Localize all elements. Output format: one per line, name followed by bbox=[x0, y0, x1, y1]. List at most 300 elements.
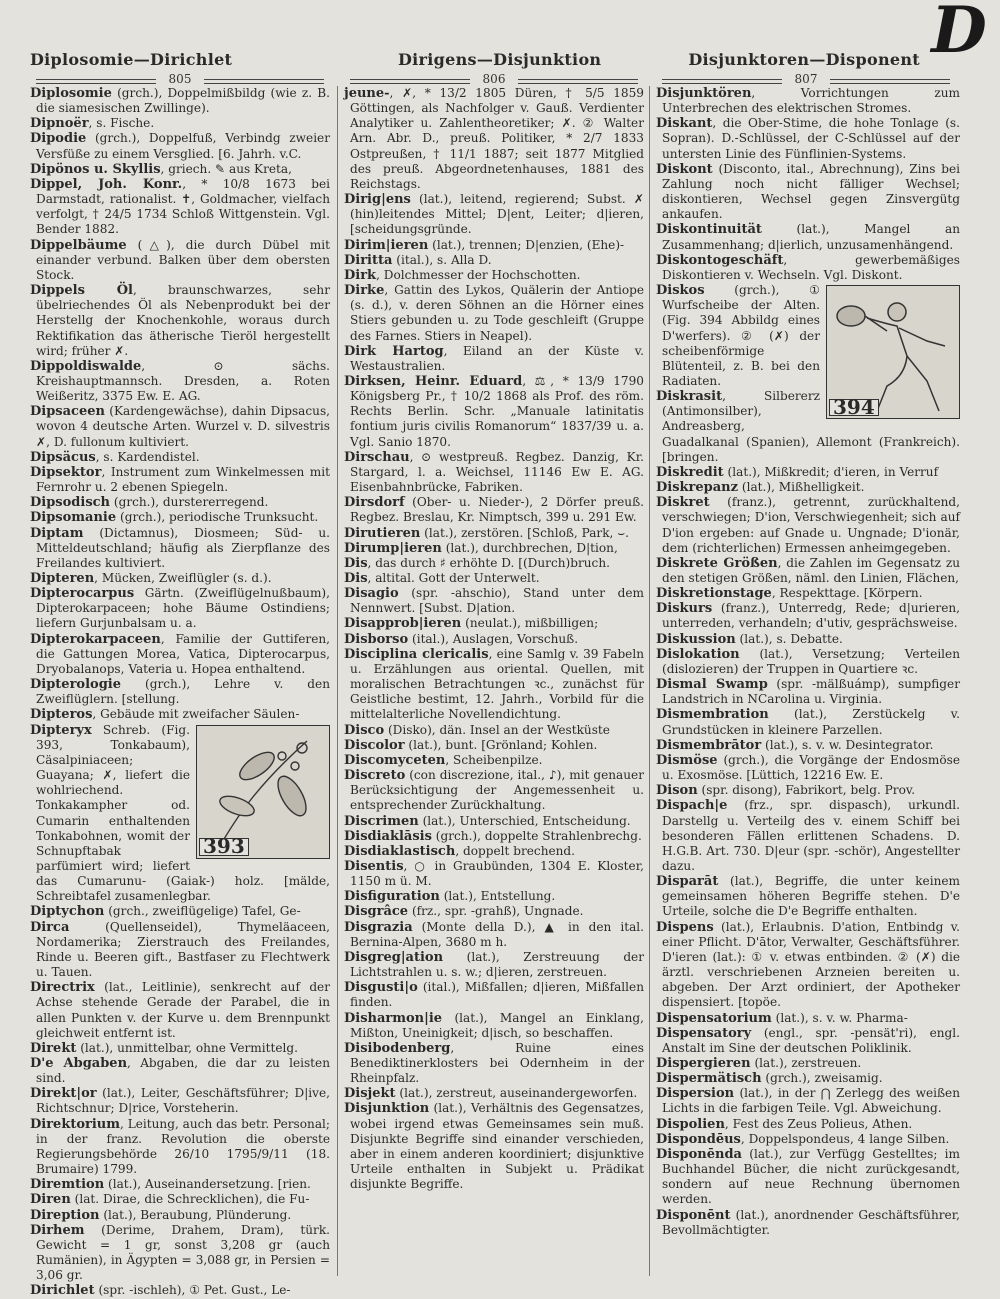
entry-headword: Diptam bbox=[30, 525, 84, 541]
running-head-center: Dirigens—Disjunktion bbox=[398, 50, 602, 69]
column-left bbox=[30, 86, 330, 1299]
dictionary-entry bbox=[344, 344, 644, 374]
dictionary-entry bbox=[344, 556, 644, 571]
entry-definition: , Abgaben, die dar zu leisten sind. bbox=[36, 1056, 330, 1086]
entry-definition: (lat.), Mangel an Einklang, Mißton, Uneinigkeit; d|isch, so beschaffen. bbox=[350, 1010, 644, 1040]
entry-definition: (lat.), zerstreut, auseinandergeworfen. bbox=[395, 1086, 638, 1101]
dictionary-entry bbox=[30, 465, 330, 495]
entry-definition: (lat.), durchbrechen, D|tion, bbox=[441, 540, 618, 555]
entry-definition: , die Zahlen im Gegensatz zu den stetigen Größen, näml. den Linien, Flächen, bbox=[662, 555, 960, 585]
entry-headword: Diritta bbox=[344, 252, 393, 268]
dictionary-entry bbox=[344, 253, 644, 268]
entry-definition: , Doppelspondeus, 4 lange Silben. bbox=[740, 1131, 950, 1146]
dictionary-entry bbox=[30, 283, 330, 359]
entry-definition: (grch.), periodische Trunksucht. bbox=[116, 510, 319, 525]
entry-headword: Dispensatorium bbox=[656, 1010, 772, 1026]
entry-headword: Dirksen, Heinr. Eduard bbox=[344, 373, 523, 389]
entry-headword: Dipsäcus bbox=[30, 449, 96, 465]
entry-definition: (lat.), Begriffe, die unter keinem gemeinsamen höheren Begriffe stehen. D'e Urteile, solche die D'e Begriffe enthalten. bbox=[662, 874, 960, 919]
dictionary-entry bbox=[30, 1056, 330, 1086]
entry-headword: Dismembrātor bbox=[656, 737, 762, 753]
entry-definition: (ital.), Mißfallen; d|ieren, Mißfallen finden. bbox=[350, 980, 644, 1010]
dictionary-entry bbox=[656, 465, 960, 480]
entry-definition: (neulat.), mißbilligen; bbox=[461, 616, 599, 631]
entry-headword: Diskos bbox=[656, 283, 705, 299]
entry-definition: (lat.), anordnender Geschäftsführer, Bevollmächtigter. bbox=[662, 1207, 960, 1237]
entry-headword: Disborso bbox=[344, 631, 409, 647]
dictionary-entry bbox=[30, 1041, 330, 1056]
entry-definition: (lat.), in der ⋂ Zerlegg des weißen Lichts in die farbigen Teile. Vgl. Abweichung. bbox=[662, 1086, 960, 1116]
page-number-806: 806 bbox=[344, 72, 644, 86]
figure-number: 393 bbox=[199, 838, 249, 855]
dictionary-entry bbox=[344, 86, 644, 192]
dictionary-entry bbox=[344, 647, 644, 723]
entry-headword: Dippel, Joh. Konr. bbox=[30, 176, 183, 192]
entry-headword: Diskant bbox=[656, 116, 713, 132]
entry-definition: , die Ober-Stime, die hohe Tonlage (s. Sopran). D.-Schlüssel, der C-Schlüssel auf der untersten Linie des Fünflinien-Systems. bbox=[662, 116, 960, 161]
running-head-right: Disjunktoren—Disponent bbox=[688, 50, 920, 69]
entry-definition: (spr. -ahschio), Stand unter dem Nennwert. [Subst. D|ation. bbox=[350, 586, 644, 616]
entry-definition: Gärtn. (Zweiflügelnußbaum), Dipterokarpaceen; hohe Bäume Ostindiens; liefern Gurjunbalsam u. a. bbox=[36, 586, 330, 631]
entry-headword: Disco bbox=[344, 722, 385, 738]
entry-headword: Dipsodisch bbox=[30, 495, 111, 511]
column-rule bbox=[337, 86, 338, 1276]
thumb-index-letter: D bbox=[931, 0, 987, 68]
entry-definition: , ⚖, * 13/9 1790 Königsberg Pr., † 10/2 1868 als Prof. des röm. Rechts Berlin. Schr. „Manuale latinitatis fontium juris civilis Romanorum“ 1837/39 u. a. Vgl. Sanio 1870. bbox=[350, 373, 644, 449]
entry-definition: (lat.), bunt. [Grönland; Kohlen. bbox=[404, 737, 598, 752]
entry-definition: (grch.), die Vorgänge der Endosmöse u. Exosmöse. [Lüttich, 12216 Ew. E. bbox=[662, 752, 960, 783]
dictionary-entry bbox=[344, 283, 644, 344]
entry-headword: Disparāt bbox=[656, 874, 719, 890]
entry-definition: (Kardengewächse), dahin Dipsacus, wovon 4 deutsche Arten. Wurzel v. D. silvestris ✗, D. fullonum kultiviert. bbox=[36, 404, 330, 449]
dictionary-entry bbox=[30, 1192, 330, 1207]
entry-definition: (lat.), s. v. w. Pharma- bbox=[771, 1010, 908, 1025]
dictionary-entry bbox=[656, 1132, 960, 1147]
entry-headword: Disponēnt bbox=[656, 1207, 731, 1223]
entry-headword: Dirk bbox=[344, 267, 377, 283]
entry-headword: Disdiaklastisch bbox=[344, 843, 456, 859]
entry-definition: (lat.), Verhältnis des Gegensatzes, wobei irgend etwas Gemeinsames sein muß. Disjunkte Begriffe sind einander verschieden, aber in einem anderen koordiniert; disjunktive Urteile enthalten in Subjekt u. Prädikat disjunkte Begriffe. bbox=[350, 1101, 644, 1192]
dictionary-entry bbox=[30, 632, 330, 677]
entry-headword: Diskrepanz bbox=[656, 480, 739, 496]
entry-headword: Dippoldiswalde bbox=[30, 358, 142, 374]
dictionary-entry bbox=[656, 1056, 960, 1071]
entry-headword: Diskrete Größen bbox=[656, 555, 778, 571]
entry-headword: Disgrazia bbox=[344, 919, 413, 935]
entry-definition: (lat.), zerstreuen. bbox=[750, 1056, 862, 1070]
entry-definition: , s. Fische. bbox=[88, 116, 155, 131]
entry-headword: Dipteros bbox=[30, 707, 93, 723]
page-number-805: 805 bbox=[30, 72, 330, 86]
entry-definition: , ⊙ sächs. Kreishauptmannsch. Dresden, a. Roten Weißeritz, 3375 Ew. E. AG. bbox=[36, 358, 330, 404]
dictionary-entry bbox=[656, 738, 960, 753]
dictionary-entry bbox=[30, 707, 330, 722]
dictionary-entry bbox=[344, 738, 644, 753]
dictionary-entry bbox=[344, 632, 644, 647]
figure-number: 394 bbox=[829, 399, 879, 416]
dictionary-entry bbox=[344, 980, 644, 1010]
entry-headword: Dislokation bbox=[656, 646, 740, 662]
entry-definition: (Ober- u. Nieder-), 2 Dörfer preuß. Regbez. Breslau, Kr. Nimptsch, 399 u. 291 Ew. bbox=[350, 495, 644, 525]
entry-definition: (franz.), Unterredg, Rede; d|urieren, unterreden, verhandeln; d'utiv, gesprächsweise. bbox=[662, 601, 960, 631]
entry-headword: Dipsaceen bbox=[30, 404, 105, 420]
dictionary-entry bbox=[344, 920, 644, 950]
dictionary-entry bbox=[344, 904, 644, 919]
entry-definition: (lat.), unmittelbar, ohne Vermittelg. bbox=[76, 1040, 298, 1055]
entry-headword: Direktorium bbox=[30, 1116, 121, 1132]
entry-headword: Dispolien bbox=[656, 1116, 725, 1132]
dictionary-entry bbox=[344, 950, 644, 980]
entry-definition: (lat., Leitlinie), senkrecht auf der Achse stehende Gerade der Parabel, die in allen Punkten v. der Kurve u. dem Brennpunkt gleichweit entfernt ist. bbox=[36, 980, 330, 1040]
entry-headword: Dispersion bbox=[656, 1086, 735, 1102]
entry-definition: (lat.), Zerstückelg v. Grundstücken in kleinere Parzellen. bbox=[662, 707, 960, 737]
running-head-left: Diplosomie—Dirichlet bbox=[30, 50, 233, 69]
dictionary-entry bbox=[344, 526, 644, 541]
entry-definition: (ital.), s. Alla D. bbox=[392, 252, 492, 267]
column-center bbox=[344, 86, 644, 1192]
dictionary-entry bbox=[344, 268, 644, 283]
entry-headword: Dippels Öl bbox=[30, 283, 133, 299]
entry-headword: Dispens bbox=[656, 919, 714, 935]
dictionary-entry bbox=[656, 632, 960, 647]
entry-headword: Dipönos u. Skyllis bbox=[30, 161, 161, 177]
entry-definition: , gewerbemäßiges Diskontieren v. Wechseln. Vgl. Diskont. bbox=[662, 252, 960, 282]
entry-headword: Dippelbäume bbox=[30, 237, 127, 253]
entry-headword: Disentis bbox=[344, 858, 404, 874]
page-number-807: 807 bbox=[656, 72, 956, 86]
entry-headword: Diskussion bbox=[656, 631, 736, 647]
entry-headword: Diskont bbox=[656, 161, 713, 177]
entry-headword: Diskretionstage bbox=[656, 586, 772, 602]
entry-headword: Dipteren bbox=[30, 571, 95, 586]
dictionary-entry bbox=[30, 450, 330, 465]
entry-definition: , das durch ♯ erhöhte D. [(Durch)bruch. bbox=[367, 555, 610, 570]
entry-definition: , Gebäude mit zweifacher Säulen- bbox=[92, 707, 300, 722]
dictionary-entry bbox=[344, 541, 644, 556]
dictionary-entry bbox=[30, 162, 330, 177]
entry-headword: Diskontinuität bbox=[656, 222, 762, 238]
dictionary-entry bbox=[30, 677, 330, 707]
entry-headword: Diremtion bbox=[30, 1177, 105, 1193]
entry-headword: Disgusti|o bbox=[344, 980, 418, 996]
entry-headword: Disjunktören bbox=[656, 86, 752, 101]
entry-headword: Dirim|ieren bbox=[344, 237, 429, 253]
entry-headword: jeune- bbox=[344, 86, 390, 101]
dictionary-entry bbox=[30, 1117, 330, 1178]
dictionary-entry bbox=[344, 814, 644, 829]
entry-definition: (grch.), Doppelfuß, Verbindg zweier Versfüße zu einem Versglied. [6. Jahrh. v.C. bbox=[36, 131, 330, 161]
dictionary-entry bbox=[30, 904, 330, 919]
dictionary-entry bbox=[344, 1086, 644, 1101]
running-heads bbox=[30, 50, 920, 72]
entry-definition: , doppelt brechend. bbox=[455, 843, 576, 858]
entry-headword: Disjunktion bbox=[344, 1101, 430, 1117]
entry-definition: , Familie der Guttiferen, die Gattungen Morea, Vatica, Dipterocarpus, Dryobalanops, Vateria u. Hopea enthaltend. bbox=[36, 631, 330, 676]
entry-headword: Disibodenberg bbox=[344, 1040, 451, 1056]
dictionary-entry bbox=[656, 1026, 960, 1056]
dictionary-entry bbox=[656, 753, 960, 783]
dictionary-entry bbox=[30, 177, 330, 238]
dictionary-entry bbox=[30, 980, 330, 1041]
entry-headword: Dispermätisch bbox=[656, 1071, 762, 1087]
entry-definition: (lat.), Unterschied, Entscheidung. bbox=[418, 813, 631, 828]
entry-definition: , ⊙ westpreuß. Regbez. Danzig, Kr. Stargard, l. a. Weichsel, 11146 Ew E. AG. Eisenbahnbrücke, Fabriken. bbox=[350, 449, 644, 495]
entry-headword: Dis bbox=[344, 571, 368, 586]
dictionary-entry bbox=[344, 1011, 644, 1041]
dictionary-entry bbox=[344, 844, 644, 859]
dictionary-entry bbox=[344, 1101, 644, 1192]
dictionary-entry bbox=[344, 859, 644, 889]
entry-headword: Diskret bbox=[656, 495, 710, 511]
entry-definition: (Monte della D.), ▲ in den ital. Bernina-Alpen, 3680 m h. bbox=[350, 919, 644, 949]
entry-headword: Dispondēus bbox=[656, 1131, 741, 1147]
dictionary-entry bbox=[656, 1086, 960, 1116]
dictionary-entry bbox=[30, 116, 330, 131]
dictionary-entry bbox=[344, 374, 644, 450]
entry-definition: , braunschwarzes, sehr übelriechendes Öl als Nebenprodukt bei der Herstellg der Knochenkohle, woraus durch Rektifikation das ätherische Tieröl hergestellt wird; früher ✗. bbox=[36, 283, 330, 358]
entry-definition: (lat.), Versetzung; Verteilen (dislozieren) der Truppen in Quartiere ꝛc. bbox=[662, 646, 960, 676]
entry-headword: Dirichlet bbox=[30, 1283, 95, 1299]
dictionary-entry bbox=[656, 222, 960, 252]
entry-definition: (grch.), durstererregend. bbox=[110, 495, 269, 510]
entry-headword: D'e Abgaben bbox=[30, 1056, 128, 1071]
dictionary-entry bbox=[656, 162, 960, 223]
entry-headword: Dirump|ieren bbox=[344, 540, 442, 556]
entry-headword: Direkt bbox=[30, 1040, 77, 1056]
entry-headword: Dirschau bbox=[344, 449, 410, 465]
dictionary-entry bbox=[30, 238, 330, 283]
entry-definition: (lat.), Beraubung, Plünderung. bbox=[99, 1207, 292, 1222]
dictionary-entry bbox=[30, 586, 330, 631]
entry-headword: Dis bbox=[344, 555, 368, 571]
entry-definition: (frz., spr. dispasch), urkundl. Darstellg u. Verteilg des v. einem Schiff bei besonderen Fällen erlittenen Schadens. D. H.G.B. Art. 730. D|eur (spr. -schör), Angestellter dazu. bbox=[662, 798, 960, 873]
entry-headword: Dismöse bbox=[656, 752, 718, 768]
entry-definition: , Mücken, Zweiflügler (s. d.). bbox=[94, 571, 272, 585]
entry-definition: , eine Samlg v. 39 Fabeln u. Erzählungen aus oriental. Quellen, mit moralischen Betrachtungen ꝛc., zunächst für Geistliche bestimt, 12. Jahrh., Vorbild für die mittelalterliche Novellendichtung. bbox=[350, 646, 645, 722]
dictionary-entry bbox=[344, 571, 644, 586]
column-right bbox=[656, 86, 960, 1238]
entry-headword: Diskontogeschäft bbox=[656, 252, 784, 268]
entry-headword: Disagio bbox=[344, 586, 399, 602]
dictionary-entry bbox=[656, 783, 960, 798]
dictionary-entry bbox=[344, 450, 644, 495]
entry-definition: (lat.), trennen; D|enzien, (Ehe)- bbox=[428, 237, 625, 252]
entry-definition: (lat.), Entstellung. bbox=[439, 889, 556, 904]
entry-definition: , Leitung, auch das betr. Personal; in der franz. Revolution die oberste Regierungsbehörde 26/10 1795/9/11 (18. Brumaire) 1799. bbox=[36, 1116, 330, 1177]
entry-headword: Dison bbox=[656, 783, 698, 799]
dictionary-entry bbox=[30, 1208, 330, 1223]
entry-definition: (grch.), zweisamig. bbox=[761, 1071, 883, 1086]
dictionary-entry bbox=[656, 1071, 960, 1086]
entry-headword: Dirutieren bbox=[344, 525, 421, 541]
entry-definition: (Dictamnus), Diosmeen; Süd- u. Mitteldeutschland; häufig als Zierpflanze des Freilandes kultiviert. bbox=[36, 525, 330, 570]
entry-definition: , s. Kardendistel. bbox=[95, 449, 200, 464]
entry-headword: Disfiguration bbox=[344, 889, 440, 905]
entry-definition: (grch.), ① Wurfscheibe der Alten. (Fig. 394 Abbildg eines D'werfers). ② (✗) der scheibenförmige Blütenteil, z. B. bei den Radiaten. bbox=[662, 283, 820, 388]
entry-headword: Disgreg|ation bbox=[344, 949, 444, 965]
entry-headword: Disdiaklāsis bbox=[344, 828, 432, 844]
entry-definition: , Respekttage. [Körpern. bbox=[771, 586, 923, 601]
entry-definition: (grch., zweiflügelige) Tafel, Ge- bbox=[104, 904, 301, 919]
entry-headword: Disciplina clericalis bbox=[344, 646, 489, 662]
entry-definition: , altital. Gott der Unterwelt. bbox=[367, 571, 540, 585]
entry-definition: (lat.), Mißkredit; d'ieren, in Verruf bbox=[723, 464, 939, 479]
entry-definition: , Ruine eines Benediktinerklosters bei Odernheim in der Rheinpfalz. bbox=[350, 1040, 644, 1086]
entry-headword: Diplosomie bbox=[30, 86, 112, 101]
dictionary-entry bbox=[656, 1147, 960, 1208]
entry-definition: (lat.), s. v. w. Desintegrator. bbox=[761, 737, 934, 752]
dictionary-entry bbox=[30, 920, 330, 981]
entry-headword: Disharmon|ie bbox=[344, 1010, 443, 1026]
entry-definition: (frz., spr. -grahß), Ungnade. bbox=[408, 904, 584, 919]
entry-definition: , Instrument zum Winkelmessen mit Fernrohr u. 2 ebenen Spiegeln. bbox=[36, 464, 330, 495]
entry-definition: (Disko), dän. Insel an der Westküste bbox=[384, 722, 610, 737]
dictionary-entry bbox=[656, 677, 960, 707]
entry-definition: , ✗, * 13/2 1805 Düren, † 5/5 1859 Göttingen, als Nachfolger v. Gauß. Verdienter Analytiker u. Zahlentheoretiker; ✗. ② Walter Arn. Abr. D., preuß. Politiker, * 2/7 1833 Ostpreußen, † 11/1 1887; seit 1877 Mitglied des preuß. Abgeordnetenhauses, 1881 des Reichstags. bbox=[350, 86, 644, 191]
entry-headword: Dirk Hartog bbox=[344, 343, 444, 359]
entry-definition: (lat.), Erlaubnis. D'ation, Entbindg v. einer Pflicht. D'ātor, Verwalter, Geschäftsführer. D'ieren (lat.): ① v. etwas entbinden. ② (✗) die ärztl. verschriebenen Arzneien bereiten u. abgeben. Der Arzt ordiniert, der Apotheker dispensiert. [topöe. bbox=[662, 919, 960, 1010]
entry-headword: Dipodie bbox=[30, 131, 87, 147]
entry-definition: (lat.), Mangel an Zusammenhang; d|ierlich, unzusamenhängend. bbox=[662, 222, 960, 252]
entry-headword: Dipnoër bbox=[30, 116, 89, 132]
entry-definition: , Fest des Zeus Polieus, Athen. bbox=[724, 1116, 913, 1131]
entry-headword: Disjekt bbox=[344, 1086, 396, 1102]
dictionary-entry bbox=[344, 616, 644, 631]
dictionary-entry bbox=[344, 1041, 644, 1086]
dictionary-entry bbox=[30, 86, 330, 116]
entry-headword: Dirhem bbox=[30, 1222, 85, 1238]
entry-headword: Dipteryx bbox=[30, 722, 92, 738]
dictionary-entry bbox=[30, 495, 330, 510]
entry-headword: Discreto bbox=[344, 768, 406, 784]
dictionary-entry bbox=[344, 586, 644, 616]
entry-definition: , ○ in Graubünden, 1304 E. Kloster, 1150 m ü. M. bbox=[350, 858, 644, 889]
entry-definition: (spr. disong), Fabrikort, belg. Prov. bbox=[697, 783, 916, 798]
dictionary-entry bbox=[30, 131, 330, 161]
entry-definition: (ital.), Auslagen, Vorschuß. bbox=[408, 631, 579, 646]
entry-headword: Dispach|e bbox=[656, 798, 728, 814]
entry-headword: Diptychon bbox=[30, 904, 105, 920]
entry-definition: (lat.), leitend, regierend; Subst. ✗ (hin)leitendes Mittel; D|ent, Leiter; d|ieren, [scheidungsgründe. bbox=[350, 192, 644, 237]
dictionary-entry bbox=[344, 753, 644, 768]
entry-headword: Diren bbox=[30, 1192, 71, 1208]
entry-definition: (spr. -mälßuámp), sumpfiger Landstrich in NCarolina u. Virginia. bbox=[662, 677, 960, 707]
entry-definition: , * 10/8 1673 bei Darmstadt, rationalist. ✝, Goldmacher, vielfach verfolgt, † 24/5 1734 Schloß Wittgenstein. Vgl. Bender 1882. bbox=[36, 176, 330, 237]
entry-headword: Discolor bbox=[344, 737, 405, 753]
entry-headword: Disapprob|ieren bbox=[344, 616, 462, 632]
dictionary-entry bbox=[30, 359, 330, 404]
dictionary-entry bbox=[344, 238, 644, 253]
dictionary-entry bbox=[656, 707, 960, 737]
entry-headword: Dirca bbox=[30, 919, 70, 935]
dictionary-entry bbox=[30, 1223, 330, 1284]
entry-definition: (lat.), Auseinandersetzung. [rien. bbox=[104, 1177, 311, 1192]
dictionary-entry bbox=[30, 571, 330, 586]
entry-definition: (△), die durch Dübel mit einander verbund. Balken über dem obersten Stock. bbox=[36, 237, 330, 282]
entry-definition: (grch.), doppelte Strahlenbrechg. bbox=[431, 828, 642, 843]
entry-definition: , Eiland an der Küste v. Westaustralien. bbox=[350, 343, 644, 373]
dictionary-entry bbox=[656, 253, 960, 283]
entry-headword: Dipsomanie bbox=[30, 510, 117, 526]
dictionary-entry bbox=[656, 601, 960, 631]
dictionary-entry bbox=[656, 586, 960, 601]
entry-definition: (lat.), s. Debatte. bbox=[735, 631, 843, 646]
entry-definition: (Derime, Drahem, Dram), türk. Gewicht = 1 gr, sonst 3,208 gr (auch Rumänien), in Ägypten = 3,088 gr, in Persien = 3,06 gr. bbox=[36, 1222, 330, 1283]
dictionary-entry bbox=[656, 647, 960, 677]
entry-headword: Diskredit bbox=[656, 464, 724, 480]
entry-headword: Dirke bbox=[344, 283, 385, 299]
dictionary-entry bbox=[656, 1208, 960, 1238]
entry-definition: (spr. -ischleh), ① Pet. Gust., Le- bbox=[94, 1283, 291, 1298]
dictionary-entry bbox=[30, 404, 330, 449]
entry-definition: , Dolchmesser der Hochschotten. bbox=[376, 267, 581, 282]
entry-definition: , griech. ✎ aus Kreta, bbox=[160, 161, 292, 176]
entry-definition: (engl., spr. -pensät'ri), engl. Anstalt im Sine der deutschen Poliklinik. bbox=[662, 1025, 960, 1055]
entry-headword: Dispergieren bbox=[656, 1056, 751, 1071]
dictionary-entry bbox=[344, 192, 644, 237]
entry-headword: Dirsdorf bbox=[344, 495, 405, 511]
entry-definition: , Vorrichtungen zum Unterbrechen des elektrischen Stromes. bbox=[662, 86, 960, 116]
dictionary-entry bbox=[656, 116, 960, 161]
entry-headword: Dismal Swamp bbox=[656, 677, 768, 693]
entry-definition: (lat.), zerstören. [Schloß, Park, ⌣. bbox=[420, 525, 630, 540]
entry-definition: , Scheibenpilze. bbox=[445, 752, 543, 767]
entry-definition: (grch.), Doppelmißbildg (wie z. B. die siamesischen Zwillinge). bbox=[36, 86, 330, 116]
dictionary-entry bbox=[344, 889, 644, 904]
entry-headword: Directrix bbox=[30, 980, 95, 996]
dictionary-entry bbox=[344, 768, 644, 813]
dictionary-entry bbox=[656, 798, 960, 874]
dictionary-entry bbox=[344, 829, 644, 844]
dictionary-entry bbox=[656, 86, 960, 116]
entry-definition: (Disconto, ital., Abrechnung), Zins bei Zahlung noch nicht fälliger Wechsel; diskontieren, Wechsel gegen Zinsvergütg ankaufen. bbox=[662, 161, 960, 222]
dictionary-entry bbox=[656, 920, 960, 1011]
column-rule bbox=[649, 86, 650, 1276]
entry-definition: , Gattin des Lykos, Quälerin der Antiope (s. d.), v. deren Söhnen an die Hörner eines Stiers gebunden u. zu Tode geschleift (Gruppe des Farnes. Stiers in Neapel). bbox=[350, 283, 644, 343]
dictionary-entry bbox=[30, 1086, 330, 1116]
entry-headword: Dipterokarpaceen bbox=[30, 631, 161, 647]
entry-headword: Direkt|or bbox=[30, 1086, 97, 1102]
entry-definition: (lat. Dirae, die Schrecklichen), die Fu- bbox=[70, 1192, 310, 1207]
entry-definition: (con discrezione, ital., ♪), mit genauer Berücksichtigung der Angemessenheit u. entsprechender Zurückhaltung. bbox=[350, 768, 644, 813]
figure-fig394 bbox=[826, 285, 960, 419]
dictionary-entry bbox=[656, 556, 960, 586]
entry-definition: (grch.), Lehre v. den Zweiflüglern. [stellung. bbox=[36, 677, 330, 707]
entry-headword: Discrimen bbox=[344, 813, 419, 829]
entry-headword: Direption bbox=[30, 1207, 100, 1223]
entry-headword: Diskurs bbox=[656, 601, 713, 617]
entry-definition: (lat.), zur Verfügg Gestelltes; im Buchhandel Bücher, die nicht zurückgesandt, sondern auf neue Rechnung übernomen werden. bbox=[662, 1146, 960, 1207]
dictionary-entry bbox=[344, 723, 644, 738]
entry-definition: (franz.), getrennt, zurückhaltend, verschwiegen; D'ion, Verschwiegenheit; sich auf D'ion ergeben: auf Gnade u. Ungnade; D'ionär, dem (richterlichen) Ermessen anheimgegeben. bbox=[662, 495, 960, 555]
entry-definition: (lat.), Leiter, Geschäftsführer; D|ive, Richtschnur; D|rice, Vorsteherin. bbox=[36, 1086, 330, 1116]
entry-headword: Disgrâce bbox=[344, 904, 409, 920]
entry-headword: Discomyceten bbox=[344, 752, 446, 768]
entry-headword: Diskrasit bbox=[656, 389, 723, 405]
entry-definition: (Quellenseidel), Thymeläaceen, Nordamerika; Zierstrauch des Freilandes, Rinde u. Beeren gift., Bastfaser zu Flechtwerk u. Tauen. bbox=[36, 919, 330, 980]
dictionary-entry bbox=[656, 874, 960, 919]
entry-definition: (lat.), Zerstreuung der Lichtstrahlen u. s. w.; d|ieren, zerstreuen. bbox=[350, 949, 644, 980]
figure-fig393 bbox=[196, 725, 330, 859]
dictionary-entry bbox=[656, 495, 960, 556]
entry-definition: , Silbererz (Antimonsilber), Andreasberg, Guadalkanal (Spanien), Allemont (Frankreich). [bringen. bbox=[662, 389, 960, 464]
dictionary-entry bbox=[30, 526, 330, 571]
entry-definition: (lat.), Mißhelligkeit. bbox=[738, 480, 865, 495]
entry-headword: Dirig|ens bbox=[344, 192, 411, 208]
entry-headword: Dipsektor bbox=[30, 464, 102, 480]
entry-headword: Dipterocarpus bbox=[30, 586, 135, 602]
entry-definition: Schreb. (Fig. 393, Tonkabaum), Cäsalpiniaceen; Guayana; ✗, liefert die wohlriechend. Tonkakampher od. Cumarin enthaltenden Tonkabohnen, womit der Schnupftabak parfümiert wird; liefert das Cumarunu- (Gaiak-) holz. [mälde, Schreibtafel zusamenlegbar. bbox=[36, 722, 330, 904]
